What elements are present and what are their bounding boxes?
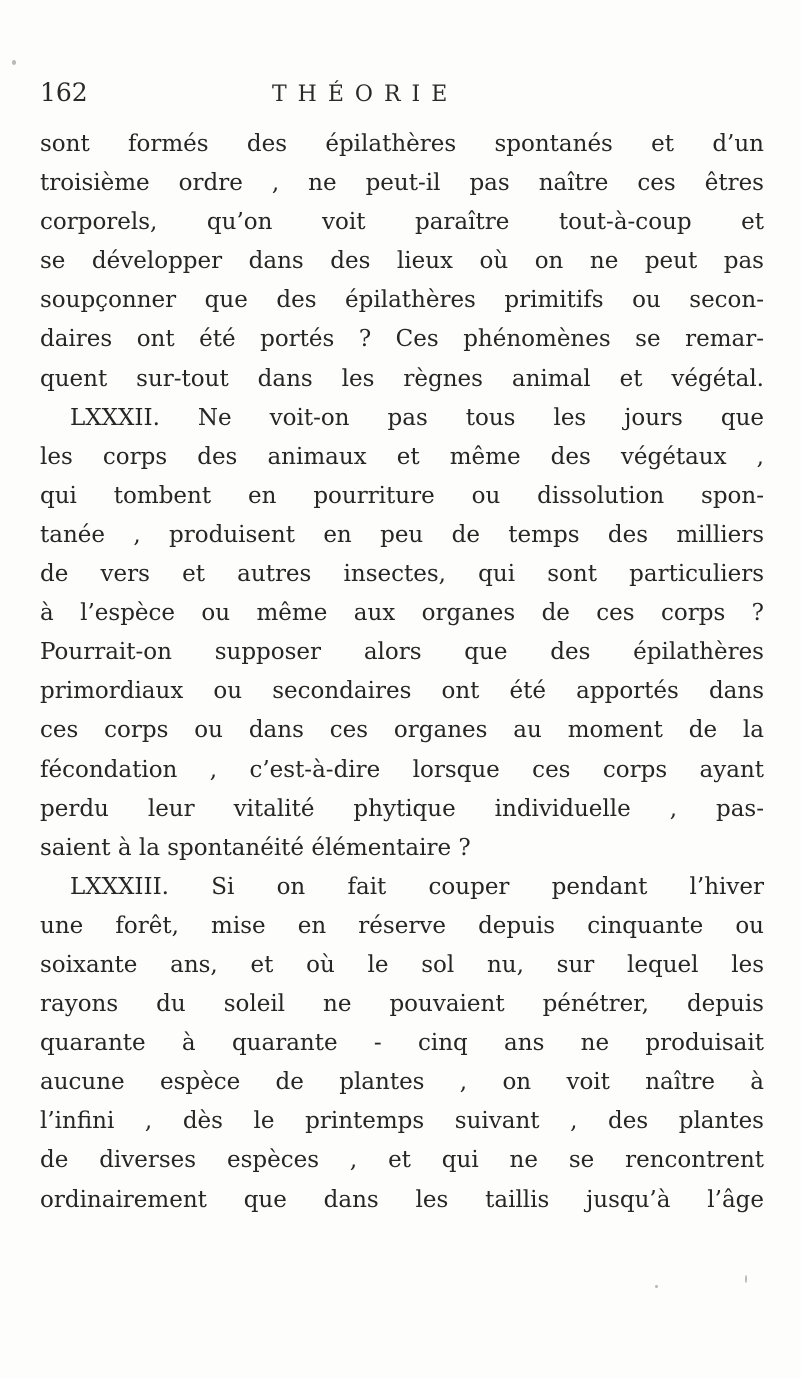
running-title: THÉORIE	[272, 82, 459, 107]
text-line: l’infini , dès le printemps suivant , des plantes	[40, 1108, 764, 1135]
section-heading-line: LXXXII. Ne voit-on pas tous les jours que	[70, 404, 764, 431]
page-header	[40, 78, 760, 118]
text-line: de diverses espèces , et qui ne se rencontrent	[40, 1147, 764, 1174]
text-line: rayons du soleil ne pouvaient pénétrer, depuis	[40, 991, 764, 1018]
text-line: primordiaux ou secondaires ont été apportés dans	[40, 678, 764, 705]
text-line: les corps des animaux et même des végétaux ,	[40, 443, 764, 470]
text-line: quent sur-tout dans les règnes animal et végétal.	[40, 365, 764, 392]
text-line: tanée , produisent en peu de temps des milliers	[40, 521, 764, 548]
text-line: aucune espèce de plantes , on voit naître à	[40, 1069, 764, 1096]
text-line: à l’espèce ou même aux organes de ces corps ?	[40, 600, 764, 627]
text-line: qui tombent en pourriture ou dissolution spon-	[40, 482, 764, 509]
section-heading-line: LXXXIII. Si on fait couper pendant l’hiver	[70, 873, 764, 900]
paper-speck	[12, 60, 16, 65]
body-text	[40, 125, 764, 1220]
text-line: se développer dans des lieux où on ne peut pas	[40, 248, 764, 275]
text-line: Pourrait-on supposer alors que des épilathères	[40, 639, 764, 666]
text-line: ces corps ou dans ces organes au moment de la	[40, 717, 764, 744]
text-line: soixante ans, et où le sol nu, sur lequel les	[40, 951, 764, 978]
text-line: ordinairement que dans les taillis jusqu’à l’âge	[40, 1186, 764, 1213]
text-line: soupçonner que des épilathères primitifs ou secon-	[40, 287, 764, 314]
text-line: quarante à quarante - cinq ans ne produisait	[40, 1030, 764, 1057]
text-line: saient à la spontanéité élémentaire ?	[40, 834, 471, 861]
text-line: perdu leur vitalité phytique individuelle , pas-	[40, 795, 764, 822]
text-line: sont formés des épilathères spontanés et d’un	[40, 131, 764, 157]
text-line: de vers et autres insectes, qui sont particuliers	[40, 561, 764, 588]
text-line: corporels, qu’on voit paraître tout-à-coup et	[40, 209, 764, 236]
text-line: daires ont été portés ? Ces phénomènes se remar-	[40, 326, 764, 353]
paper-speck	[655, 1285, 658, 1288]
paper-speck	[745, 1275, 747, 1283]
text-line: fécondation , c’est-à-dire lorsque ces corps ayant	[40, 756, 764, 783]
page-number: 162	[40, 78, 88, 107]
text-line: une forêt, mise en réserve depuis cinquante ou	[40, 912, 764, 939]
text-line: troisième ordre , ne peut-il pas naître ces êtres	[40, 170, 764, 197]
